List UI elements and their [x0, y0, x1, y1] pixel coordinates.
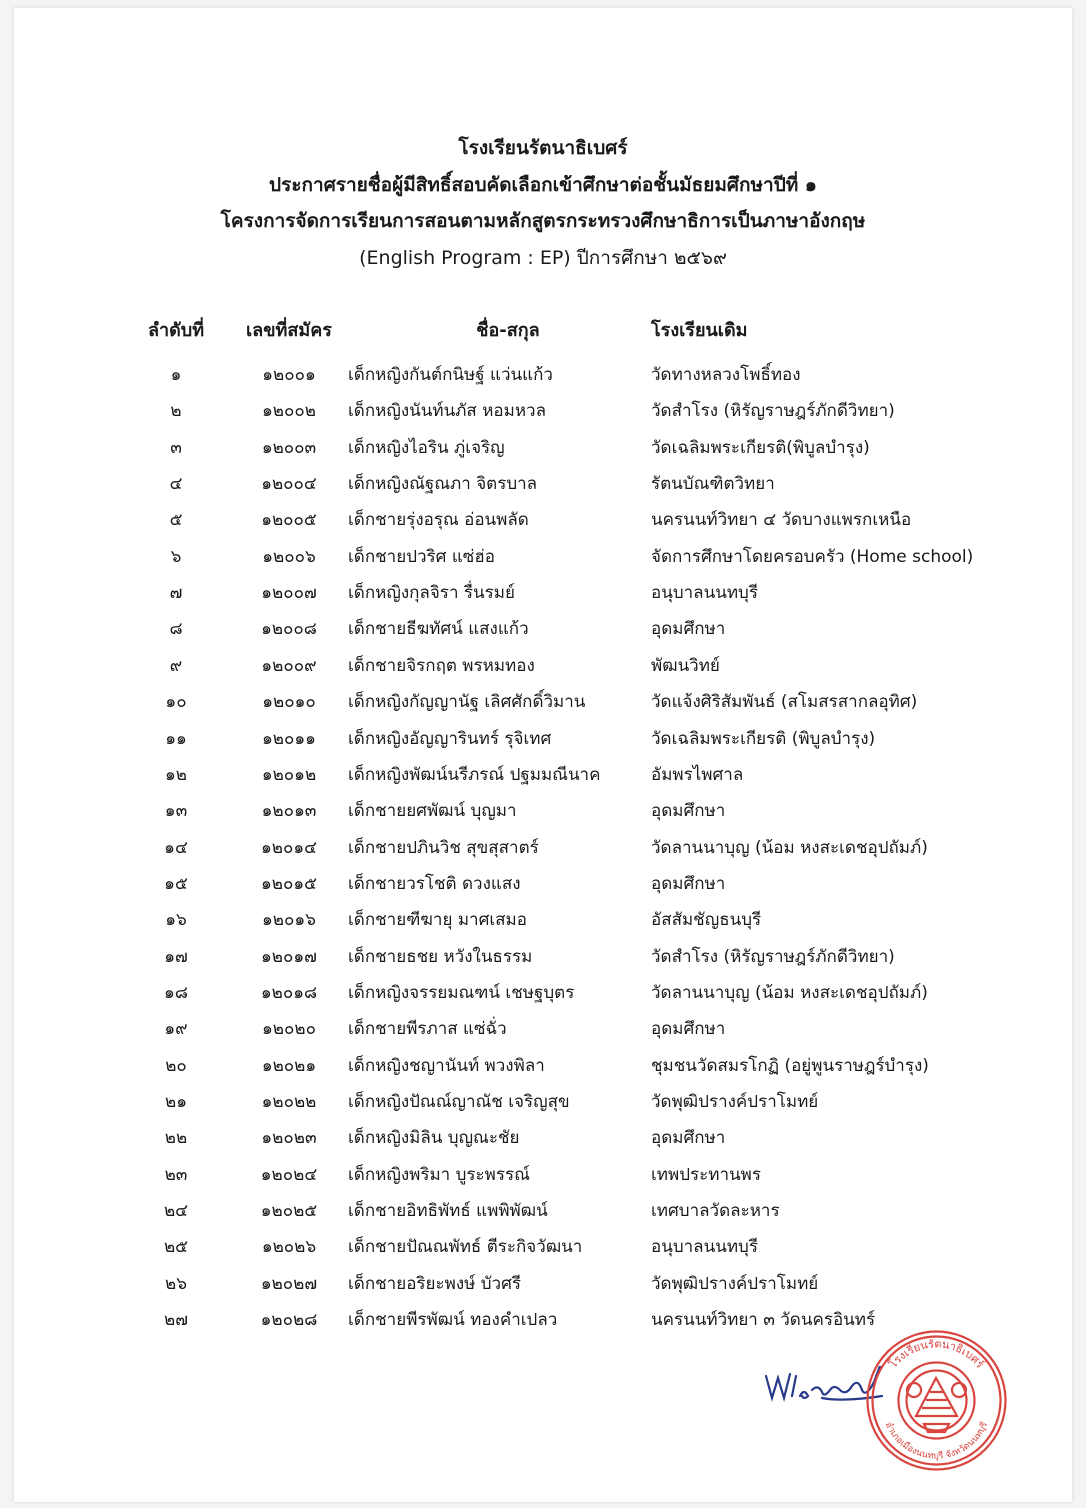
row-application-no: ๑๒๐๐๔ [261, 474, 317, 495]
row-former-school: อัสสัมชัญธนบุรี [651, 910, 762, 931]
row-former-school: อนุบาลนนทบุรี [651, 583, 758, 604]
row-former-school: วัดเฉลิมพระเกียรติ (พิบูลบำรุง) [651, 728, 876, 749]
row-application-no: ๑๒๐๑๗ [261, 946, 317, 967]
row-former-school: อุดมศึกษา [651, 873, 726, 894]
row-name: เด็กชายธชย หวังในธรรม [348, 946, 533, 967]
row-no: ๓ [170, 437, 182, 458]
table-row [14, 830, 1072, 866]
table-row [14, 1266, 1072, 1302]
row-former-school: พัฒนวิทย์ [651, 655, 720, 676]
row-name: เด็กหญิงพัฒน์นรีภรณ์ ปฐมมณีนาค [348, 764, 601, 785]
table-row [14, 575, 1072, 611]
row-name: เด็กหญิงพริมา บูระพรรณ์ [348, 1164, 530, 1185]
row-former-school: อุดมศึกษา [651, 801, 726, 822]
table-row [14, 684, 1072, 720]
row-name: เด็กชายรุ่งอรุณ อ่อนพลัด [348, 510, 529, 531]
row-name: เด็กหญิงกุลจิรา รื่นรมย์ [348, 583, 515, 604]
row-former-school: อัมพรไพศาล [651, 764, 744, 785]
row-former-school: วัดแจ้งศิริสัมพันธ์ (สโมสรสากลอุทิศ) [651, 692, 918, 713]
table-row [14, 1048, 1072, 1084]
row-application-no: ๑๒๐๑๖ [262, 910, 316, 931]
row-name: เด็กหญิงนันท์นภัส หอมหวล [348, 401, 546, 422]
row-no: ๒๒ [164, 1128, 188, 1149]
row-no: ๑๐ [165, 692, 187, 713]
row-no: ๑๓ [164, 801, 188, 822]
row-name: เด็กชายจิรกฤต พรหมทอง [348, 655, 535, 676]
row-no: ๑ [170, 365, 182, 385]
row-former-school: วัดสำโรง (หิรัญราษฎร์ภักดีวิทยา) [651, 946, 895, 967]
table-row [14, 430, 1072, 466]
table-row [14, 611, 1072, 647]
row-former-school: รัตนบัณฑิตวิทยา [651, 474, 775, 495]
row-name: เด็กชายปภินวิช สุขสุสาตร์ [348, 837, 539, 858]
table-row [14, 502, 1072, 538]
program-heading: โครงการจัดการเรียนการสอนตามหลักสูตรกระทรวงศึกษาธิการเป็นภาษาอังกฤษ [220, 210, 866, 232]
table-row [14, 1193, 1072, 1229]
signature-area [754, 1328, 1054, 1488]
table-row [14, 902, 1072, 938]
row-application-no: ๑๒๐๑๓ [261, 801, 317, 822]
row-former-school: วัดพุฒิปรางค์ปราโมทย์ [651, 1092, 819, 1112]
row-former-school: วัดลานนาบุญ (น้อม หงสะเดชอุปถัมภ์) [651, 837, 928, 858]
row-no: ๑๑ [165, 728, 187, 749]
row-application-no: ๑๒๐๐๖ [262, 546, 316, 567]
row-no: ๑๒ [165, 764, 187, 785]
row-no: ๑๗ [164, 946, 188, 967]
row-former-school: วัดลานนาบุญ (น้อม หงสะเดชอุปถัมภ์) [651, 982, 928, 1003]
row-no: ๒๖ [165, 1273, 187, 1294]
row-name: เด็กหญิงกันต์กนิษฐ์ แว่นแก้ว [348, 365, 553, 385]
table-row [14, 866, 1072, 902]
table-row [14, 975, 1072, 1011]
table-header-row [14, 313, 1072, 349]
table-row [14, 357, 1072, 393]
row-former-school: นครนนท์วิทยา ๔ วัดบางแพรกเหนือ [651, 510, 912, 531]
table-row [14, 1229, 1072, 1265]
row-no: ๘ [169, 619, 183, 640]
row-no: ๑๔ [164, 837, 188, 858]
table-row [14, 648, 1072, 684]
school-seal-icon [864, 1328, 1009, 1473]
table-row [14, 793, 1072, 829]
row-former-school: เทพประทานพร [651, 1164, 761, 1185]
row-former-school: วัดพุฒิปรางค์ปราโมทย์ [651, 1273, 819, 1294]
row-application-no: ๑๒๐๒๗ [260, 1273, 318, 1294]
table-row [14, 1157, 1072, 1193]
row-application-no: ๑๒๐๐๑ [262, 365, 316, 385]
announcement-title [14, 130, 1072, 276]
row-application-no: ๑๒๐๒๘ [260, 1310, 318, 1331]
row-no: ๒๑ [165, 1092, 187, 1112]
row-former-school: นครนนท์วิทยา ๓ วัดนครอินทร์ [651, 1310, 876, 1331]
row-application-no: ๑๒๐๑๒ [261, 764, 317, 785]
table-row [14, 1011, 1072, 1047]
row-no: ๑๙ [164, 1019, 188, 1040]
row-no: ๑๖ [165, 910, 187, 931]
row-name: เด็กชายฑีฆายุ มาศเสมอ [348, 910, 527, 931]
header-name: ชื่อ-สกุล [476, 320, 540, 341]
row-former-school: เทศบาลวัดละหาร [651, 1201, 780, 1222]
row-name: เด็กหญิงชญานันท์ พวงพิลา [348, 1055, 545, 1076]
row-name: เด็กชายวรโชติ ดวงแสง [348, 873, 521, 894]
table-row [14, 1084, 1072, 1120]
row-application-no: ๑๒๐๐๓ [261, 437, 317, 458]
seal-text-top: โรงเรียนรัตนาธิเบศร์ [886, 1337, 987, 1371]
row-name: เด็กหญิงกัญญานัฐ เลิศศักดิ์วิมาน [348, 692, 586, 713]
row-former-school: จัดการศึกษาโดยครอบครัว (Home school) [651, 546, 974, 567]
row-former-school: ชุมชนวัดสมรโกฏิ (อยู่พูนราษฎร์บำรุง) [651, 1055, 929, 1076]
row-application-no: ๑๒๐๐๙ [261, 655, 317, 676]
row-application-no: ๑๒๐๑๑ [262, 728, 316, 749]
row-no: ๒๓ [164, 1164, 188, 1185]
row-former-school: วัดเฉลิมพระเกียรติ(พิบูลบำรุง) [651, 437, 870, 458]
row-former-school: อุดมศึกษา [651, 1019, 726, 1040]
row-application-no: ๑๒๐๑๕ [260, 873, 318, 894]
header-application-no: เลขที่สมัคร [246, 320, 332, 341]
row-no: ๒๐ [165, 1055, 187, 1076]
row-no: ๔ [169, 474, 183, 495]
row-name: เด็กชายปัณณพัทธ์ ตีระกิจวัฒนา [348, 1237, 583, 1258]
row-application-no: ๑๒๐๒๐ [262, 1019, 316, 1040]
row-name: เด็กชายอิทธิพัทธ์ แพพิพัฒน์ [348, 1201, 548, 1222]
school-name-heading: โรงเรียนรัตนาธิเบศร์ [458, 137, 628, 159]
document-page [14, 8, 1072, 1502]
row-former-school: อุดมศึกษา [651, 619, 726, 640]
row-name: เด็กหญิงณัฐณภา จิตรบาล [348, 474, 538, 495]
row-no: ๒๔ [163, 1201, 189, 1222]
row-former-school: อนุบาลนนทบุรี [651, 1237, 758, 1258]
table-row [14, 1120, 1072, 1156]
row-former-school: อุดมศึกษา [651, 1128, 726, 1149]
row-name: เด็กหญิงปัณณ์ญาณัช เจริญสุข [348, 1092, 570, 1112]
row-application-no: ๑๒๐๑๐ [262, 692, 316, 713]
row-no: ๗ [169, 583, 183, 604]
row-application-no: ๑๒๐๒๑ [261, 1055, 317, 1076]
row-application-no: ๑๒๐๑๘ [260, 982, 318, 1003]
row-application-no: ๑๒๐๒๖ [261, 1237, 317, 1258]
row-application-no: ๑๒๐๐๕ [261, 510, 317, 531]
row-former-school: วัดสำโรง (หิรัญราษฎร์ภักดีวิทยา) [651, 401, 895, 422]
row-no: ๕ [169, 510, 183, 531]
row-name: เด็กหญิงมิลิน บุญณะชัย [348, 1128, 520, 1149]
row-application-no: ๑๒๐๐๗ [261, 583, 317, 604]
row-application-no: ๑๒๐๑๔ [260, 837, 318, 858]
row-no: ๑๕ [164, 873, 188, 894]
table-row [14, 721, 1072, 757]
program-year-heading: (English Program : EP) ปีการศึกษา ๒๕๖๙ [359, 246, 727, 269]
row-application-no: ๑๒๐๒๔ [260, 1164, 318, 1185]
announcement-heading: ประกาศรายชื่อผู้มีสิทธิ์สอบคัดเลือกเข้าศึกษาต่อชั้นมัธยมศึกษาปีที่ ๑ [269, 173, 817, 196]
row-name: เด็กหญิงจรรยมณฑน์ เชษฐบุตร [348, 982, 575, 1003]
row-no: ๑๘ [164, 982, 188, 1003]
table-row [14, 466, 1072, 502]
row-name: เด็กชายปวริศ แซ่ฮ่อ [348, 546, 495, 567]
row-name: เด็กหญิงไอริน ภู่เจริญ [348, 437, 505, 458]
row-name: เด็กชายพีรพัฒน์ ทองคำเปลว [348, 1310, 558, 1331]
header-no: ลำดับที่ [147, 320, 205, 341]
row-application-no: ๑๒๐๐๘ [261, 619, 317, 640]
row-no: ๙ [169, 655, 183, 676]
table-row [14, 757, 1072, 793]
row-application-no: ๑๒๐๒๕ [260, 1201, 318, 1222]
header-former-school: โรงเรียนเดิม [651, 320, 748, 341]
row-no: ๖ [170, 546, 182, 567]
row-application-no: ๑๒๐๒๒ [261, 1092, 317, 1112]
row-name: เด็กหญิงอัญญารินทร์ รุจิเทศ [348, 728, 552, 749]
table-row [14, 939, 1072, 975]
row-application-no: ๑๒๐๒๓ [261, 1128, 317, 1149]
row-no: ๒ [170, 401, 182, 422]
row-name: เด็กชายพีรภาส แซ่ฉั่ว [348, 1019, 507, 1040]
row-former-school: วัดทางหลวงโพธิ์ทอง [651, 365, 801, 385]
row-name: เด็กชายธีฆทัศน์ แสงแก้ว [348, 619, 529, 640]
row-no: ๒๗ [164, 1310, 188, 1331]
row-no: ๒๕ [163, 1237, 189, 1258]
seal-text-bottom: อำเภอเมืองนนทบุรี จังหวัดนนทบุรี [882, 1420, 991, 1462]
table-row [14, 539, 1072, 575]
table-row [14, 393, 1072, 429]
row-name: เด็กชายยศพัฒน์ บุญมา [348, 801, 517, 822]
row-name: เด็กชายอริยะพงษ์ บัวศรี [348, 1273, 521, 1294]
row-application-no: ๑๒๐๐๒ [262, 401, 316, 422]
